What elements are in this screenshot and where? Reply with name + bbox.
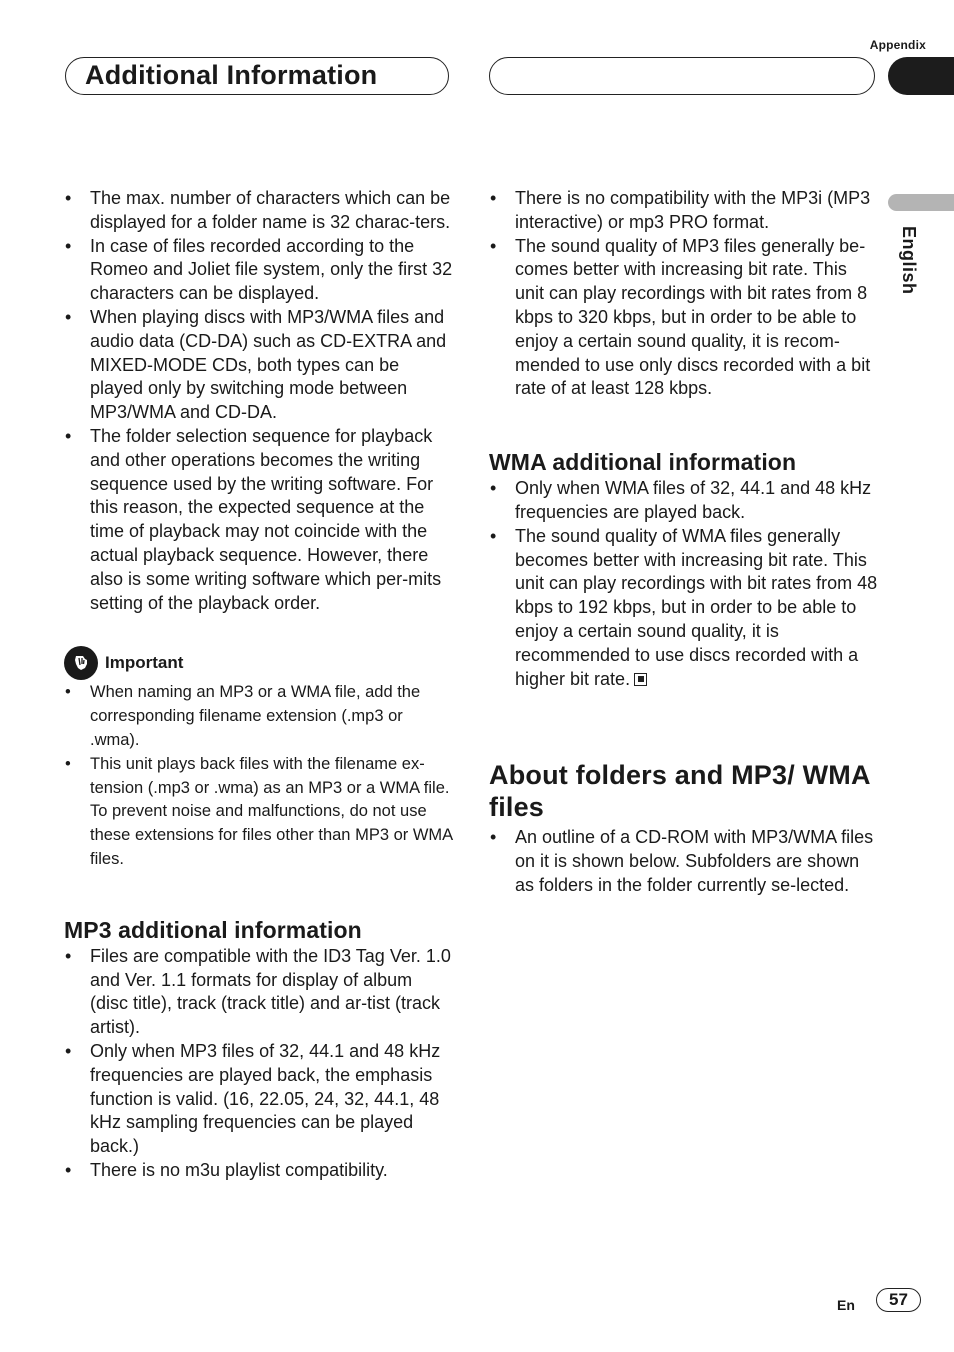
language-tab-label: English [899, 226, 919, 295]
important-label: Important [105, 653, 184, 673]
blank-header-pill [489, 57, 875, 95]
important-bullet-list [64, 681, 454, 871]
wma-bullet-list [489, 477, 879, 691]
list-item: • When playing discs with MP3/WMA files and audio data (CD-DA) such as CD-EXTRA and MIXED-MODE CDs, both types can be played only by switching mode between MP3/WMA and CD-DA. [64, 306, 454, 425]
list-item-text: The sound quality of WMA files generally becomes better with increasing bit rate. This unit can play recordings with bit rates from 48 kbps to 192 kbps, but in order to be able to enjoy a certain sound quality, it is recommended to use discs recorded with a higher bit rate. [515, 525, 878, 689]
list-item: • Files are compatible with the ID3 Tag Ver. 1.0 and Ver. 1.1 formats for display of album (disc title), track (track title) and ar-tist (track artist). [64, 945, 454, 1040]
page-number: 57 [876, 1288, 921, 1312]
list-item: • In case of files recorded according to the Romeo and Joliet file system, only the first 32 characters can be displayed. [64, 235, 454, 306]
mp3-bullet-list [64, 945, 454, 1183]
list-item: • An outline of a CD-ROM with MP3/WMA files on it is shown below. Subfolders are shown as folders in the folder currently se-lected. [489, 826, 879, 897]
footer-language-code: En [837, 1297, 855, 1313]
list-item: • There is no m3u playlist compatibility. [64, 1159, 454, 1183]
section-title: Additional Information [85, 60, 378, 90]
important-hand-icon [64, 646, 98, 680]
folders-bullet-list [489, 826, 879, 897]
list-item: • There is no compatibility with the MP3i (MP3 interactive) or mp3 PRO format. [489, 187, 879, 235]
important-note-header [64, 645, 454, 681]
list-item: • When naming an MP3 or a WMA file, add the corresponding filename extension (.mp3 or .wma). [64, 681, 454, 752]
left-column [64, 187, 454, 1183]
folders-section-heading: About folders and MP3/ WMA files [489, 760, 870, 823]
wma-section-heading: WMA additional information [489, 449, 797, 476]
right-column [489, 187, 879, 898]
mp3-section-heading: MP3 additional information [64, 916, 362, 943]
list-item: • Only when WMA files of 32, 44.1 and 48 kHz frequencies are played back. [489, 477, 879, 525]
appendix-label: Appendix [869, 38, 926, 52]
right-top-bullet-list [489, 187, 879, 401]
list-item: • Only when MP3 files of 32, 44.1 and 48 kHz frequencies are played back, the emphasis function is valid. (16, 22.05, 24, 32, 44.1, 48 kHz sampling frequencies can be played back.) [64, 1040, 454, 1159]
list-item: • The sound quality of MP3 files generally be-comes better with increasing bit rate. This unit can play recordings with bit rates from 8 kbps to 320 kbps, but in order to be able to enjoy a certain sound quality, it is recom-mended to use only discs recorded with a bit rate of at least 128 kbps. [489, 235, 879, 402]
list-item: • The max. number of characters which can be displayed for a folder name is 32 charac-ters. [64, 187, 454, 235]
language-tab-marker [888, 194, 954, 211]
section-title-pill [65, 57, 449, 95]
list-item: • The folder selection sequence for playback and other operations becomes the writing sequence used by the writing software. For this reason, the expected sequence at the time of playback may not coincide with the actual playback sequence. However, there also is some writing software which per-mits setting of the playback order. [64, 425, 454, 615]
list-item: • This unit plays back files with the filename ex-tension (.mp3 or .wma) as an MP3 or a WMA file. To prevent noise and malfunctions, do not use these extensions for files other than MP3 or WMA files. [64, 753, 454, 872]
left-top-bullet-list [64, 187, 454, 615]
appendix-tab-marker [888, 57, 954, 95]
list-item [489, 525, 879, 692]
stop-square-icon [634, 673, 647, 686]
